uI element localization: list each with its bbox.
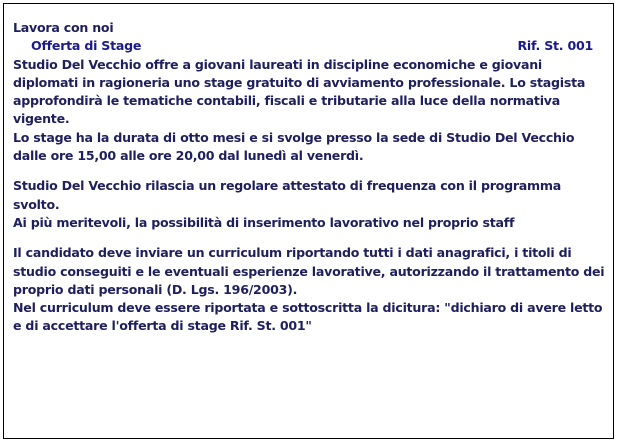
spacer	[13, 232, 609, 244]
description-paragraph: Studio Del Vecchio offre a giovani laureati in discipline economiche e giovani diplomati in ragioneria uno stage gratuito di avviamento professionale. Lo stagista approfondirà le tematiche contabili, fiscali e tributarie alla luce della normativa vigente.	[13, 56, 586, 127]
job-offer-box	[3, 3, 614, 439]
offer-reference: Rif. St. 001	[517, 38, 593, 54]
offer-label: Offerta di Stage	[31, 38, 142, 54]
certificate-paragraph: Studio Del Vecchio rilascia un regolare attestato di frequenza con il programma svolto.	[13, 178, 562, 212]
duration-paragraph: Lo stage ha la durata di otto mesi e si svolge presso la sede di Studio Del Vecchio dalle ore 15,00 alle ore 20,00 dal lunedì al venerdì.	[13, 129, 575, 164]
spacer	[13, 165, 609, 177]
application-paragraph: Il candidato deve inviare un curriculum riportando tutti i dati anagrafici, i titoli di studio conseguiti e le eventuali esperienze lavorative, autorizzando il trattamento dei proprio dati personali (D. Lgs. 196/2003).	[13, 245, 605, 297]
declaration-paragraph: Nel curriculum deve essere riportata e sottoscritta la dicitura: "dichiaro di avere letto e di accettare l'offerta di stage Rif. St. 001"	[13, 300, 603, 334]
placement-paragraph: Ai più meritevoli, la possibilità di inserimento lavorativo nel proprio staff	[13, 214, 515, 230]
page-title: Lavora con noi	[13, 20, 114, 35]
offer-header-row	[13, 37, 609, 55]
